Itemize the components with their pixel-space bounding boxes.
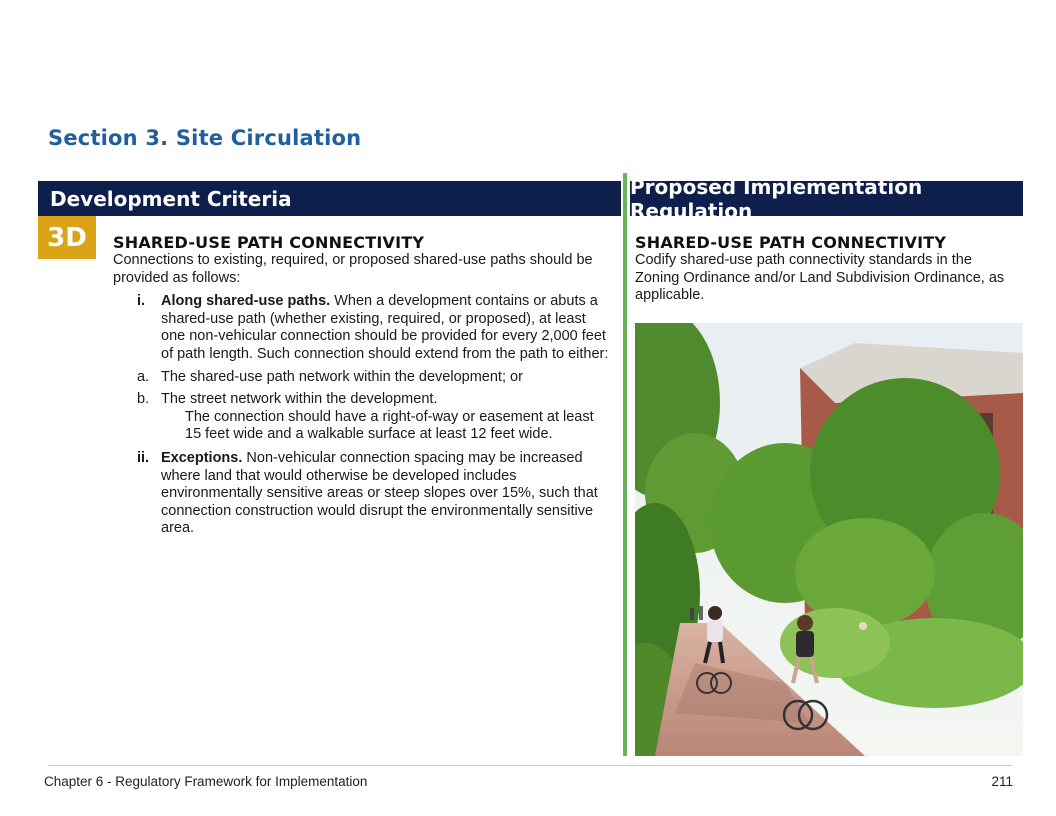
development-criteria-column <box>113 233 613 538</box>
item-title: Exceptions. <box>161 449 243 466</box>
subitem-letter: a. <box>137 368 150 385</box>
item-numeral: ii. <box>137 449 150 466</box>
footer-rule <box>48 765 1012 766</box>
regulation-heading: SHARED-USE PATH CONNECTIVITY <box>635 233 947 252</box>
criteria-badge: 3D <box>38 216 96 259</box>
item-title: Along shared-use paths. <box>161 293 331 310</box>
development-criteria-header-label: Development Criteria <box>50 186 292 211</box>
subitem-letter: b. <box>137 391 150 408</box>
implementation-regulation-column <box>635 233 1020 305</box>
item-paragraph <box>161 450 613 538</box>
criteria-item <box>113 450 613 538</box>
subitem-text: The shared-use path network within the development; or <box>161 368 523 385</box>
subitem-text: The street network within the development. <box>161 391 438 408</box>
criteria-subitem <box>137 391 613 409</box>
connection-requirement-text: The connection should have a right-of-way or easement at least 15 feet wide and a walkable surface at least 12 feet wide. <box>185 408 594 443</box>
item-text: When a development contains or abuts a shared-use path (whether existing, required, or proposed), at least one non-vehicular connection should be provided for every 2,000 feet of path length. Such connection should extend from the path to either: <box>161 293 609 362</box>
proposed-regulation-header-label: Proposed Implementation Regulation <box>630 174 923 223</box>
column-divider <box>623 173 627 756</box>
regulation-text: Codify shared-use path connectivity standards in the Zoning Ordinance and/or Land Subdivision Ordinance, as applicable. <box>635 252 1005 304</box>
shared-use-path-photo <box>635 323 1023 756</box>
criteria-intro: Connections to existing, required, or proposed shared-use paths should be provided as follows: <box>113 252 593 286</box>
item-text: Non-vehicular connection spacing may be increased where land that would otherwise be developed includes environmentally sensitive areas or steep slopes over 15%, such that connection construction would disrupt the environmentally sensitive area. <box>161 449 598 537</box>
footer-chapter: Chapter 6 - Regulatory Framework for Implementation <box>44 774 368 789</box>
criteria-item <box>113 293 613 363</box>
item-numeral: i. <box>137 293 146 310</box>
criteria-subitem <box>137 369 613 387</box>
item-paragraph <box>161 293 613 363</box>
criteria-heading: SHARED-USE PATH CONNECTIVITY <box>113 233 425 252</box>
page-number: 211 <box>991 774 1013 789</box>
section-title: Section 3. Site Circulation <box>48 126 362 150</box>
development-criteria-header <box>38 181 621 216</box>
proposed-regulation-header <box>630 174 1023 223</box>
